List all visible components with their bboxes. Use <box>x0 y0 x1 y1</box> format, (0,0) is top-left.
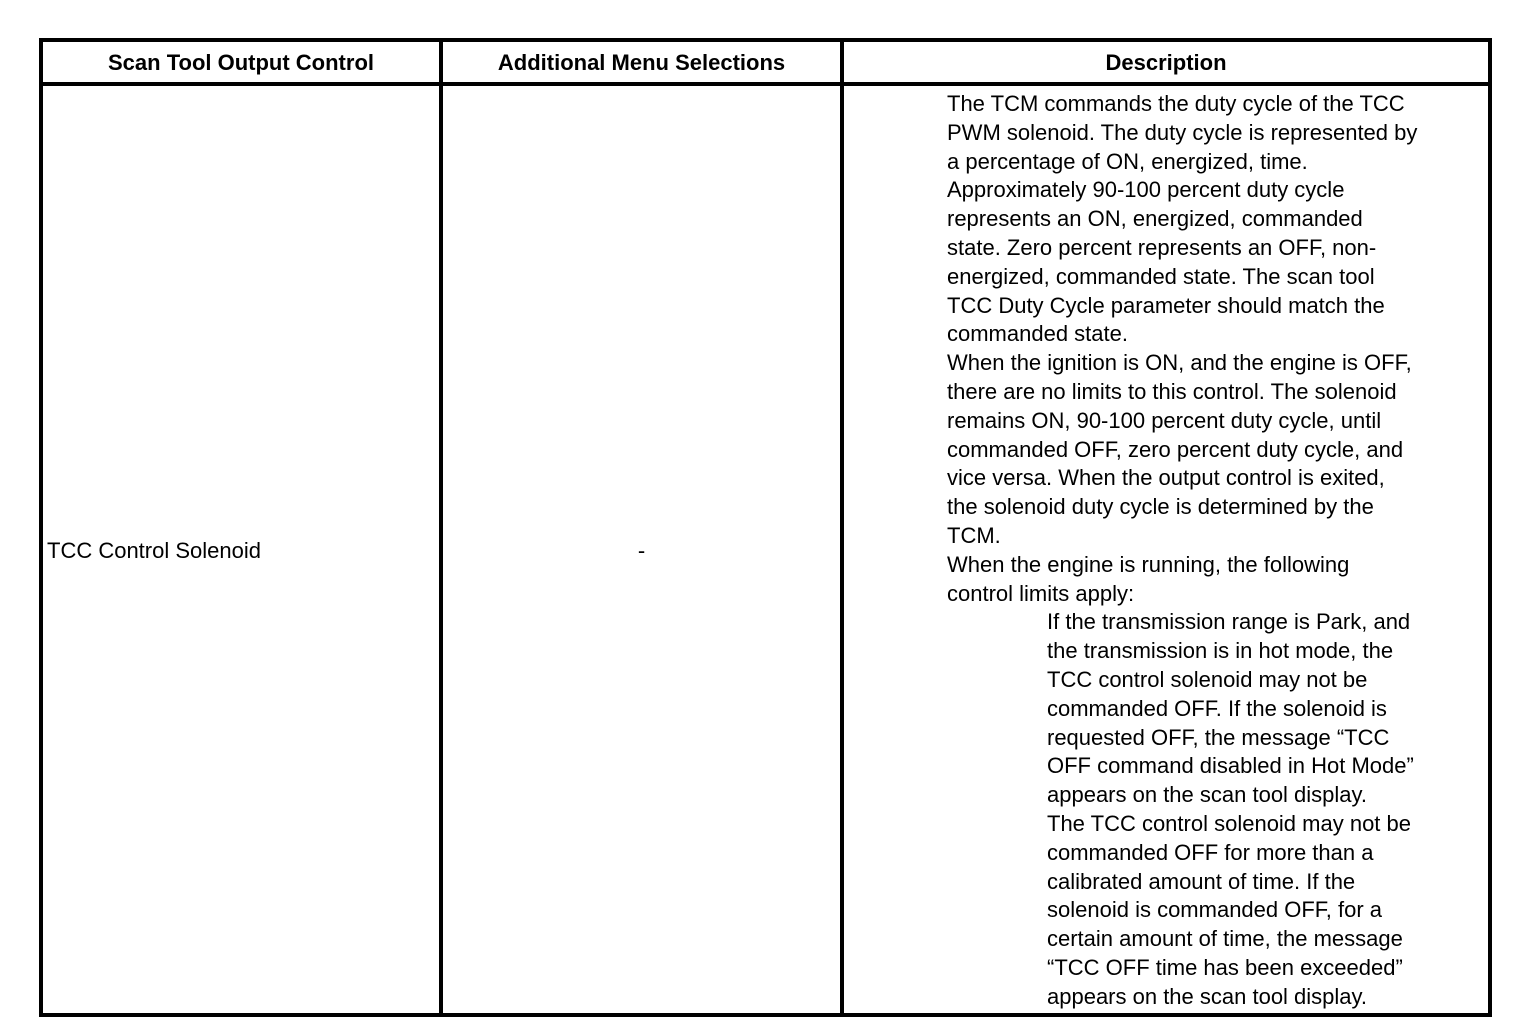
column-divider <box>840 42 844 1013</box>
description-line: Approximately 90-100 percent duty cycle <box>947 177 1345 203</box>
description-paragraph <box>947 349 1492 551</box>
description-line: When the engine is running, the following <box>947 551 1350 577</box>
description-line: the solenoid duty cycle is determined by the <box>947 494 1374 520</box>
description-line: there are no limits to this control. The solenoid <box>947 378 1397 404</box>
description-line: When the ignition is ON, and the engine is OFF, <box>947 350 1412 376</box>
column-divider <box>439 42 443 1013</box>
description-paragraph <box>947 551 1492 609</box>
header-additional-menu-selections: Additional Menu Selections <box>497 50 786 75</box>
description-line: appears on the scan tool display. <box>1047 782 1368 808</box>
description-line: requested OFF, the message “TCC <box>1047 724 1390 750</box>
description-line: commanded OFF, zero percent duty cycle, and <box>947 436 1404 462</box>
description-line: certain amount of time, the message <box>1047 926 1403 952</box>
description-line: commanded OFF for more than a <box>1047 839 1374 865</box>
description-line: represents an ON, energized, commanded <box>947 206 1363 232</box>
description-line: TCC control solenoid may not be <box>1047 666 1368 692</box>
description-sub-paragraph <box>947 608 1492 810</box>
header-scan-tool-output-control: Scan Tool Output Control <box>108 50 374 75</box>
description-line: TCC Duty Cycle parameter should match the <box>947 292 1385 318</box>
description-paragraph <box>947 90 1492 349</box>
description-line: The TCC control solenoid may not be <box>1047 810 1411 836</box>
description-line: commanded OFF. If the solenoid is <box>1047 695 1387 721</box>
description-line: the transmission is in hot mode, the <box>1047 638 1394 664</box>
header-divider <box>43 82 1488 86</box>
description-line: solenoid is commanded OFF, for a <box>1047 897 1383 923</box>
description-line: The TCM commands the duty cycle of the TCC <box>947 91 1405 116</box>
description-line: If the transmission range is Park, and <box>1047 609 1411 635</box>
description-line: remains ON, 90-100 percent duty cycle, until <box>947 407 1382 433</box>
output-control-table <box>39 38 1492 1017</box>
menu-selection-cell: - <box>637 538 646 563</box>
description-line: TCM. <box>947 522 1001 548</box>
description-line: “TCC OFF time has been exceeded” <box>1047 954 1403 980</box>
description-line: commanded state. <box>947 321 1128 347</box>
description-line: vice versa. When the output control is exited, <box>947 465 1385 491</box>
description-line: a percentage of ON, energized, time. <box>947 148 1308 174</box>
description-line: control limits apply: <box>947 580 1135 606</box>
description-line: appears on the scan tool display. <box>1047 983 1368 1009</box>
description-line: energized, commanded state. The scan tool <box>947 263 1375 289</box>
description-line: state. Zero percent represents an OFF, non- <box>947 234 1377 260</box>
description-line: PWM solenoid. The duty cycle is represented by <box>947 119 1418 145</box>
description-cell <box>947 90 1492 1012</box>
description-line: calibrated amount of time. If the <box>1047 868 1356 894</box>
control-cell: TCC Control Solenoid <box>47 538 261 563</box>
header-description: Description <box>1105 50 1227 75</box>
description-sub-paragraph <box>947 810 1492 1012</box>
description-line: OFF command disabled in Hot Mode” <box>1047 753 1414 779</box>
